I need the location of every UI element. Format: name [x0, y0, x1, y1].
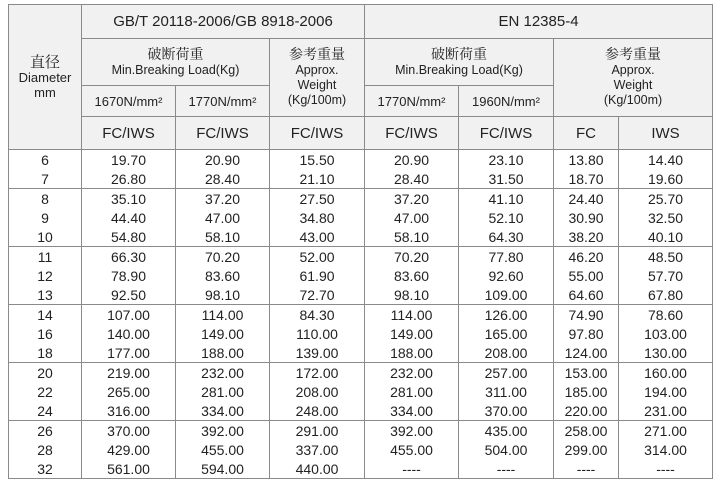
cell-break-1770-gb: 455.00 — [176, 440, 270, 459]
cell-break-1670-gb: 107.00 — [82, 305, 176, 325]
cell-break-1770-en: 37.20 — [365, 189, 459, 209]
cell-break-1770-en: 232.00 — [365, 363, 459, 383]
table-row — [9, 189, 713, 209]
cell-weight-fc: 124.00 — [554, 343, 619, 363]
cell-break-1670-gb: 44.40 — [82, 208, 176, 227]
cell-break-1670-gb: 177.00 — [82, 343, 176, 363]
cell-weight-iws: 231.00 — [619, 401, 713, 421]
cell-break-1960-en: 52.10 — [459, 208, 554, 227]
cell-weight-fc: 299.00 — [554, 440, 619, 459]
cell-break-1770-en: ---- — [365, 459, 459, 479]
type-header: FC/IWS — [270, 117, 365, 150]
cell-break-1770-en: 47.00 — [365, 208, 459, 227]
breaking-load-header-gb — [82, 39, 270, 86]
cell-break-1770-gb: 47.00 — [176, 208, 270, 227]
cell-break-1770-gb: 392.00 — [176, 421, 270, 441]
table-row — [9, 247, 713, 267]
cell-weight-iws: 67.80 — [619, 285, 713, 305]
cell-weight-iws: 78.60 — [619, 305, 713, 325]
cell-break-1770-en: 392.00 — [365, 421, 459, 441]
cell-weight-gb: 248.00 — [270, 401, 365, 421]
cell-break-1770-gb: 28.40 — [176, 169, 270, 189]
cell-weight-gb: 15.50 — [270, 150, 365, 170]
breaking-load-label-zh: 破断荷重 — [147, 46, 204, 63]
cell-weight-fc: 18.70 — [554, 169, 619, 189]
cell-break-1960-en: 126.00 — [459, 305, 554, 325]
cell-break-1670-gb: 370.00 — [82, 421, 176, 441]
cell-weight-iws: 48.50 — [619, 247, 713, 267]
weight-label-weight: Weight — [297, 78, 337, 92]
cell-weight-gb: 139.00 — [270, 343, 365, 363]
cell-diameter: 32 — [9, 459, 82, 479]
cell-break-1670-gb: 219.00 — [82, 363, 176, 383]
type-header: FC/IWS — [459, 117, 554, 150]
cell-diameter: 7 — [9, 169, 82, 189]
cell-break-1770-en: 28.40 — [365, 169, 459, 189]
cell-weight-gb: 21.10 — [270, 169, 365, 189]
cell-weight-iws: 40.10 — [619, 227, 713, 247]
table-row — [9, 266, 713, 285]
cell-weight-gb: 43.00 — [270, 227, 365, 247]
table-row — [9, 150, 713, 170]
cell-break-1960-en: 23.10 — [459, 150, 554, 170]
cell-weight-iws: 14.40 — [619, 150, 713, 170]
cell-break-1960-en: 41.10 — [459, 189, 554, 209]
cell-break-1670-gb: 54.80 — [82, 227, 176, 247]
cell-break-1770-en: 83.60 — [365, 266, 459, 285]
type-header-fc: FC — [554, 117, 619, 150]
cell-weight-gb: 172.00 — [270, 363, 365, 383]
cell-break-1670-gb: 265.00 — [82, 382, 176, 401]
cell-weight-fc: 13.80 — [554, 150, 619, 170]
grade-header-1670: 1670N/mm² — [82, 86, 176, 117]
table-row — [9, 440, 713, 459]
cell-break-1670-gb: 316.00 — [82, 401, 176, 421]
table-row — [9, 169, 713, 189]
cell-weight-gb: 84.30 — [270, 305, 365, 325]
cell-break-1960-en: ---- — [459, 459, 554, 479]
cell-break-1670-gb: 19.70 — [82, 150, 176, 170]
cell-break-1770-gb: 114.00 — [176, 305, 270, 325]
cell-break-1670-gb: 26.80 — [82, 169, 176, 189]
cell-break-1770-en: 58.10 — [365, 227, 459, 247]
weight-label-unit: (Kg/100m) — [603, 93, 663, 107]
cell-break-1960-en: 257.00 — [459, 363, 554, 383]
cell-break-1770-en: 20.90 — [365, 150, 459, 170]
cell-break-1770-gb: 20.90 — [176, 150, 270, 170]
cell-break-1770-gb: 334.00 — [176, 401, 270, 421]
cell-diameter: 26 — [9, 421, 82, 441]
weight-label-unit: (Kg/100m) — [287, 93, 347, 107]
cell-break-1770-gb: 281.00 — [176, 382, 270, 401]
cell-break-1960-en: 370.00 — [459, 401, 554, 421]
cell-weight-fc: 97.80 — [554, 324, 619, 343]
table-row — [9, 382, 713, 401]
cell-break-1960-en: 64.30 — [459, 227, 554, 247]
cell-diameter: 8 — [9, 189, 82, 209]
weight-label-zh: 参考重量 — [605, 47, 662, 63]
type-header: FC/IWS — [82, 117, 176, 150]
cell-weight-iws: 57.70 — [619, 266, 713, 285]
table-row — [9, 227, 713, 247]
cell-weight-fc: 24.40 — [554, 189, 619, 209]
cell-diameter: 10 — [9, 227, 82, 247]
cell-break-1670-gb: 66.30 — [82, 247, 176, 267]
cell-weight-gb: 291.00 — [270, 421, 365, 441]
diameter-header — [9, 5, 82, 150]
cell-weight-fc: 46.20 — [554, 247, 619, 267]
cell-diameter: 16 — [9, 324, 82, 343]
cell-weight-gb: 72.70 — [270, 285, 365, 305]
cell-weight-fc: 64.60 — [554, 285, 619, 305]
cell-weight-iws: 160.00 — [619, 363, 713, 383]
cell-break-1960-en: 311.00 — [459, 382, 554, 401]
table-row — [9, 343, 713, 363]
cell-weight-fc: 30.90 — [554, 208, 619, 227]
breaking-load-label-en: Min.Breaking Load(Kg) — [111, 62, 240, 77]
diameter-label-en: Diameter — [18, 70, 72, 85]
cell-weight-iws: 32.50 — [619, 208, 713, 227]
cell-weight-fc: 185.00 — [554, 382, 619, 401]
cell-break-1960-en: 31.50 — [459, 169, 554, 189]
cell-diameter: 22 — [9, 382, 82, 401]
breaking-load-label-zh: 破断荷重 — [431, 46, 488, 63]
cell-weight-gb: 208.00 — [270, 382, 365, 401]
cell-break-1960-en: 109.00 — [459, 285, 554, 305]
weight-header-gb — [270, 39, 365, 117]
cell-break-1770-en: 149.00 — [365, 324, 459, 343]
table-row — [9, 421, 713, 441]
cell-weight-fc: 74.90 — [554, 305, 619, 325]
table-row — [9, 305, 713, 325]
cell-break-1960-en: 165.00 — [459, 324, 554, 343]
cell-weight-fc: 258.00 — [554, 421, 619, 441]
wire-rope-spec-table-wrapper — [8, 4, 712, 479]
table-body — [9, 150, 713, 479]
breaking-load-label-en: Min.Breaking Load(Kg) — [395, 62, 523, 77]
cell-break-1770-en: 334.00 — [365, 401, 459, 421]
cell-break-1770-gb: 37.20 — [176, 189, 270, 209]
grade-header-1770-en: 1770N/mm² — [365, 86, 459, 117]
cell-weight-fc: ---- — [554, 459, 619, 479]
cell-weight-gb: 27.50 — [270, 189, 365, 209]
type-header: FC/IWS — [365, 117, 459, 150]
table-header — [9, 5, 713, 150]
cell-break-1770-en: 98.10 — [365, 285, 459, 305]
cell-break-1670-gb: 78.90 — [82, 266, 176, 285]
table-row — [9, 324, 713, 343]
cell-weight-iws: 314.00 — [619, 440, 713, 459]
cell-diameter: 24 — [9, 401, 82, 421]
cell-weight-fc: 38.20 — [554, 227, 619, 247]
weight-label-zh: 参考重量 — [289, 47, 345, 63]
cell-break-1770-en: 114.00 — [365, 305, 459, 325]
type-header-iws: IWS — [619, 117, 713, 150]
table-row — [9, 208, 713, 227]
cell-break-1770-gb: 594.00 — [176, 459, 270, 479]
weight-header-en — [554, 39, 713, 117]
cell-weight-iws: 25.70 — [619, 189, 713, 209]
cell-diameter: 28 — [9, 440, 82, 459]
cell-weight-fc: 220.00 — [554, 401, 619, 421]
cell-break-1670-gb: 35.10 — [82, 189, 176, 209]
cell-break-1670-gb: 92.50 — [82, 285, 176, 305]
cell-break-1770-gb: 70.20 — [176, 247, 270, 267]
cell-weight-gb: 34.80 — [270, 208, 365, 227]
cell-weight-iws: 271.00 — [619, 421, 713, 441]
cell-weight-iws: 194.00 — [619, 382, 713, 401]
cell-break-1960-en: 435.00 — [459, 421, 554, 441]
cell-break-1770-gb: 58.10 — [176, 227, 270, 247]
standard-en-header: EN 12385-4 — [365, 5, 713, 39]
diameter-unit: mm — [34, 85, 56, 100]
cell-diameter: 6 — [9, 150, 82, 170]
cell-break-1960-en: 92.60 — [459, 266, 554, 285]
cell-break-1770-en: 70.20 — [365, 247, 459, 267]
wire-rope-spec-table — [8, 4, 713, 479]
cell-break-1770-gb: 98.10 — [176, 285, 270, 305]
standard-gb-header: GB/T 20118-2006/GB 8918-2006 — [82, 5, 365, 39]
cell-diameter: 20 — [9, 363, 82, 383]
cell-weight-gb: 337.00 — [270, 440, 365, 459]
cell-weight-gb: 440.00 — [270, 459, 365, 479]
breaking-load-header-en — [365, 39, 554, 86]
cell-break-1770-gb: 83.60 — [176, 266, 270, 285]
weight-label-approx: Approx. — [611, 63, 655, 77]
table-row — [9, 401, 713, 421]
cell-diameter: 12 — [9, 266, 82, 285]
cell-weight-iws: 103.00 — [619, 324, 713, 343]
type-header: FC/IWS — [176, 117, 270, 150]
cell-break-1960-en: 504.00 — [459, 440, 554, 459]
cell-diameter: 9 — [9, 208, 82, 227]
table-row — [9, 459, 713, 479]
cell-break-1770-gb: 149.00 — [176, 324, 270, 343]
cell-break-1770-en: 188.00 — [365, 343, 459, 363]
cell-break-1670-gb: 561.00 — [82, 459, 176, 479]
cell-diameter: 13 — [9, 285, 82, 305]
cell-break-1770-en: 455.00 — [365, 440, 459, 459]
cell-weight-gb: 61.90 — [270, 266, 365, 285]
cell-break-1770-gb: 188.00 — [176, 343, 270, 363]
cell-weight-gb: 52.00 — [270, 247, 365, 267]
cell-diameter: 18 — [9, 343, 82, 363]
cell-weight-iws: 130.00 — [619, 343, 713, 363]
table-row — [9, 285, 713, 305]
cell-weight-iws: ---- — [619, 459, 713, 479]
cell-break-1960-en: 77.80 — [459, 247, 554, 267]
cell-break-1670-gb: 140.00 — [82, 324, 176, 343]
cell-diameter: 11 — [9, 247, 82, 267]
weight-label-weight: Weight — [613, 78, 653, 92]
cell-weight-fc: 55.00 — [554, 266, 619, 285]
cell-weight-iws: 19.60 — [619, 169, 713, 189]
weight-label-approx: Approx. — [295, 63, 339, 77]
diameter-label-zh: 直径 — [29, 53, 60, 71]
cell-weight-gb: 110.00 — [270, 324, 365, 343]
grade-header-1770-gb: 1770N/mm² — [176, 86, 270, 117]
cell-break-1770-en: 281.00 — [365, 382, 459, 401]
grade-header-1960: 1960N/mm² — [459, 86, 554, 117]
cell-break-1670-gb: 429.00 — [82, 440, 176, 459]
cell-break-1770-gb: 232.00 — [176, 363, 270, 383]
cell-break-1960-en: 208.00 — [459, 343, 554, 363]
cell-weight-fc: 153.00 — [554, 363, 619, 383]
table-row — [9, 363, 713, 383]
cell-diameter: 14 — [9, 305, 82, 325]
